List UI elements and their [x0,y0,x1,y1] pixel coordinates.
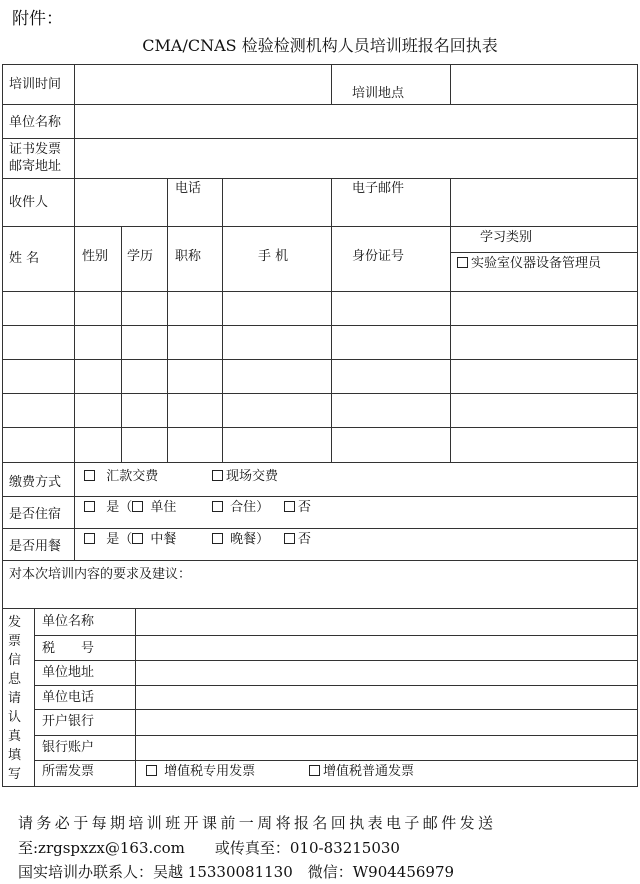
col-line [331,64,332,104]
col-line [167,178,168,226]
invoice-unit-address-label: 单位地址 [42,665,95,680]
col-line [222,226,223,462]
row-line [34,760,638,761]
row-line [2,64,638,65]
row-line [34,735,638,736]
meals-lunch-label: 中餐 [150,532,177,547]
col-line [74,226,75,462]
row-line [450,252,638,253]
lodging-no-label: 否 [298,500,312,515]
vat-normal-label: 增值税普通发票 [323,764,415,779]
invoice-unit-phone-label: 单位电话 [42,690,95,705]
id-number-column-header: 身份证号 [352,249,405,264]
form-title: CMA/CNAS 检验检测机构人员培训班报名回执表 [142,36,498,55]
row-line [2,496,638,497]
category-option[interactable] [457,256,601,271]
row-line [2,178,638,179]
payment-remit-option[interactable] [84,469,158,484]
row-line [2,393,638,394]
checkbox-icon[interactable] [84,533,95,544]
col-line [34,608,35,786]
checkbox-icon[interactable] [132,501,143,512]
checkbox-icon[interactable] [284,501,295,512]
training-time-field[interactable] [76,66,330,103]
row-line [2,104,638,105]
row-line [2,325,638,326]
col-line [331,226,332,462]
row-line [2,138,638,139]
phone-label: 电话 [175,181,202,196]
cert-invoice-address-label-line1: 证书发票 [9,142,62,157]
invoice-side-label: 发票信息请认真填写 [8,615,22,782]
training-time-label: 培训时间 [9,77,62,92]
row-line [34,685,638,686]
checkbox-icon[interactable] [212,533,223,544]
invoice-unit-name-label: 单位名称 [42,614,95,629]
col-line [450,226,451,462]
lodging-label: 是否住宿 [9,507,62,522]
row-line [34,660,638,661]
lodging-shared-option[interactable] [212,500,269,515]
checkbox-icon[interactable] [146,765,157,776]
footer-line-1: 请务必于每期培训班开课前一周将报名回执表电子邮件发送 [18,814,497,832]
checkbox-icon[interactable] [284,533,295,544]
row-line [2,359,638,360]
email-label: 电子邮件 [352,181,405,196]
table-border-left [2,64,3,786]
row-line [2,462,638,463]
meals-dinner-label: 晚餐） [230,532,270,547]
row-line [34,709,638,710]
checkbox-icon[interactable] [212,470,223,481]
row-line [2,786,638,787]
invoice-bank-account-label: 银行账户 [42,740,95,755]
meals-no-option[interactable] [284,532,311,547]
row-line [2,291,638,292]
education-column-header: 学历 [127,249,154,264]
row-line [2,528,638,529]
checkbox-icon[interactable] [84,470,95,481]
mobile-column-header: 手 机 [258,249,289,264]
training-location-field[interactable] [452,66,636,103]
name-column-header: 姓 名 [9,251,40,266]
gender-column-header: 性别 [82,249,109,264]
invoice-tax-number-label: 税 号 [42,641,95,656]
cert-invoice-address-label-line2: 邮寄地址 [9,159,62,174]
lodging-no-option[interactable] [284,500,311,515]
checkbox-icon[interactable] [457,257,468,268]
meals-no-label: 否 [298,532,312,547]
col-line [450,64,451,104]
meals-dinner-option[interactable] [212,532,269,547]
payment-onsite-label: 现场交费 [226,469,279,484]
lodging-single-label: 单住 [150,500,177,515]
vat-normal-option[interactable] [309,764,414,779]
meals-label: 是否用餐 [9,539,62,554]
payment-label: 缴费方式 [9,475,62,490]
footer-line-3: 国实培训办联系人：吴越 15330081130 微信：W904456979 [18,863,455,881]
meals-yes-label: 是（ [106,532,133,547]
table-border-right [637,64,638,786]
lodging-yes-option[interactable] [84,500,176,515]
category-option-label: 实验室仪器设备管理员 [471,256,602,271]
attachment-label: 附件： [12,9,63,29]
training-location-label: 培训地点 [352,86,405,101]
col-line [222,178,223,226]
col-line [74,178,75,226]
row-line [2,608,638,609]
unit-name-label: 单位名称 [9,115,62,130]
checkbox-icon[interactable] [84,501,95,512]
col-line [74,64,75,178]
row-line [2,560,638,561]
col-line [74,462,75,560]
invoice-required-label: 所需发票 [42,764,95,779]
col-line [331,178,332,226]
checkbox-icon[interactable] [212,501,223,512]
invoice-bank-label: 开户银行 [42,714,95,729]
recipient-label: 收件人 [9,195,49,210]
study-category-header: 学习类别 [480,230,533,245]
lodging-yes-label: 是（ [106,500,133,515]
lodging-shared-label: 合住） [230,500,270,515]
row-line [2,427,638,428]
checkbox-icon[interactable] [309,765,320,776]
col-line [450,178,451,226]
payment-remit-label: 汇款交费 [106,469,159,484]
suggestions-label: 对本次培训内容的要求及建议： [9,567,192,582]
col-line [135,608,136,786]
title-column-header: 职称 [175,249,202,264]
meals-yes-option[interactable] [84,532,176,547]
row-line [34,635,638,636]
vat-special-label: 增值税专用发票 [164,764,256,779]
vat-special-option[interactable] [146,764,255,779]
payment-onsite-option[interactable] [212,469,278,484]
col-line [167,226,168,462]
footer-line-2: 至:zrgspxzx@163.com 或传真至：010-83215030 [18,839,400,857]
row-line [2,226,638,227]
checkbox-icon[interactable] [132,533,143,544]
col-line [121,226,122,462]
